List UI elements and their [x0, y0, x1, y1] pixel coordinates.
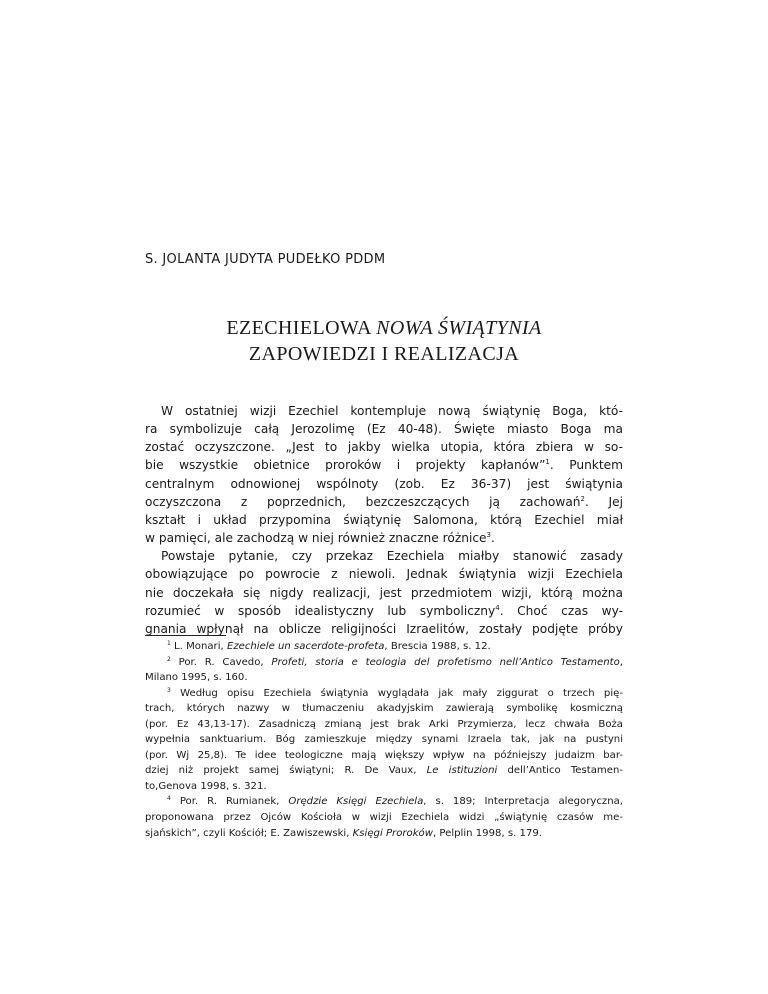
footnote-text: L. Monari,: [174, 641, 227, 652]
body-text: [145, 402, 623, 638]
footnote-line: [145, 826, 623, 842]
footnote-ref-2[interactable]: 2: [580, 494, 585, 503]
footnote-1: [145, 639, 623, 655]
body-line: [145, 456, 623, 474]
body-text-span: . Choć czas wy-: [499, 603, 624, 618]
title-plain: EZECHIELOWA: [226, 317, 377, 339]
footnote-line: Milano 1995, s. 160.: [145, 672, 248, 684]
footnote-ref-3[interactable]: 3: [486, 531, 492, 540]
footnote-ref-1[interactable]: 1: [545, 458, 550, 467]
footnote-text: sjańskich”, czyli Kościół; E. Zawiszewski,: [145, 827, 353, 839]
footnote-text: Według opisu Ezechiela świątynia wyglądała jak mały ziggurat o trzech pię-: [180, 687, 623, 699]
body-line: kształt i układ przypomina świątynię Salomona, którą Ezechiel miał: [145, 512, 623, 527]
body-line: W ostatniej wizji Ezechiel kontempluje nową świątynię Boga, któ-: [161, 404, 623, 418]
body-text-span: .: [491, 531, 495, 546]
footnote-text: Por. R. Rumianek,: [179, 796, 289, 808]
body-text-span: oczyszczona z poprzednich, bezczeszczących ją zachowań: [145, 494, 581, 509]
footnote-line: to,Genova 1998, s. 321.: [145, 780, 267, 792]
footnote-divider: [145, 635, 226, 636]
body-text-span: w pamięci, ale zachodzą w niej również znaczne różnice: [145, 531, 487, 546]
body-text-span: rozumieć w sposób idealistyczny lub symboliczny: [145, 603, 496, 618]
footnote-text: , s. 189; Interpretacja alegoryczna,: [423, 796, 623, 808]
footnote-text: , Brescia 1988, s. 12.: [384, 641, 491, 652]
footnote-text: ,: [619, 656, 623, 668]
footnote-line: proponowana przez Ojców Kościoła w wizji Ezechiela widzi „świątynię czasów me-: [145, 812, 623, 824]
footnote-text: Por. R. Cavedo,: [178, 656, 272, 668]
body-line: nie doczekała się nigdy realizacji, jest przedmiotem wizji, którą można: [145, 585, 623, 600]
body-line: centralnym odnowionej wspólnoty (zob. Ez 36-37) jest świątynia: [145, 476, 623, 491]
footnote-number: 4: [167, 795, 171, 803]
body-line: zostać oczyszczone. „Jest to jakby wielka utopia, która zbiera w so-: [145, 440, 623, 455]
footnote-line: (por. Wj 25,8). Te idee teologiczne mają większy wpływ na późniejszy judaizm bar-: [145, 749, 623, 761]
body-line: ra symbolizuje całą Jerozolimę (Ez 40-48). Święte miasto Boga ma: [145, 422, 623, 437]
body-line: obowiązujące po powrocie z niewoli. Jednak świątynia wizji Ezechiela: [145, 567, 623, 582]
body-line: gnania wpłynął na oblicze religijności Izraelitów, zostały podjęte próby: [145, 621, 623, 636]
title-italic: NOWA ŚWIĄTYNIA: [376, 317, 542, 339]
footnote-italic: Ezechiele un sacerdote-profeta: [226, 641, 385, 652]
footnote-text: dziej niż projekt samej świątyni; R. De Vaux,: [145, 765, 427, 777]
author-name: S. JOLANTA JUDYTA PUDEŁKO PDDM: [145, 252, 386, 267]
footnote-number: 3: [167, 686, 171, 694]
body-line: [145, 529, 623, 547]
footnote-4: [145, 794, 623, 810]
body-line: Powstaje pytanie, czy przekaz Ezechiela miałby stanowić zasady: [161, 549, 623, 564]
body-line: [145, 602, 623, 620]
footnote-line: (por. Ez 43,13-17). Zasadniczą zmianą jest brak Arki Przymierza, lecz chwała Boża: [145, 718, 623, 730]
footnote-ref-4[interactable]: 4: [495, 603, 500, 612]
footnote-text: , Pelplin 1998, s. 179.: [432, 827, 543, 839]
footnote-line: trach, których nazwy w tłumaczeniu akadyjskim zawierają symbolikę kosmiczną: [145, 703, 623, 715]
footnotes: [145, 639, 623, 841]
footnote-3: [145, 686, 623, 702]
footnote-number: 2: [167, 655, 171, 663]
footnote-2: [145, 655, 623, 671]
footnote-italic: Le istituzioni: [426, 765, 498, 777]
title-line-1: [145, 315, 623, 341]
footnote-number: 1: [167, 640, 171, 647]
footnote-italic: Profeti, storia e teologia del profetismo nell’Antico Testamento: [271, 656, 620, 668]
footnote-line: [145, 763, 623, 779]
title-line-2: ZAPOWIEDZI I REALIZACJA: [248, 343, 520, 365]
article-title: [145, 315, 623, 367]
footnote-line: wypełnia sanktuarium. Bóg zamieszkuje między synami Izraela tak, jak na pustyni: [145, 734, 623, 746]
footnote-italic: Księgi Proroków: [352, 827, 433, 839]
body-line: [145, 493, 623, 511]
footnote-text: dell’Antico Testamen-: [497, 765, 623, 777]
body-text-span: . Jej: [585, 494, 624, 509]
body-text-span: . Punktem: [549, 458, 623, 473]
body-text-span: bie wszystkie obietnice proroków i projekty kapłanów”: [145, 458, 546, 473]
footnote-italic: Orędzie Księgi Ezechiela: [288, 796, 424, 808]
